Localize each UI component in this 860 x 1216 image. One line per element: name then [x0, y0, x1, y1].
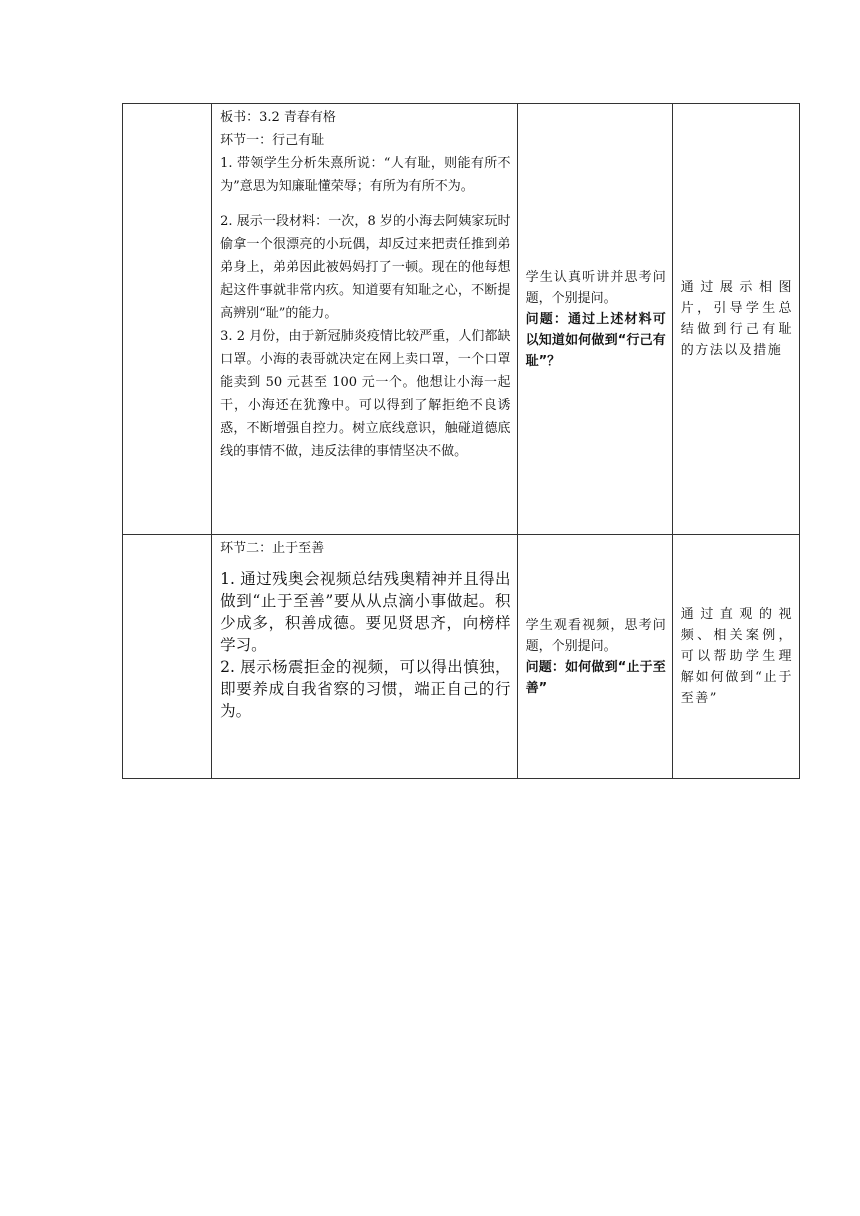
student-activity-text: 学生观看视频，思考问题，个别提问。 [525, 617, 666, 654]
teaching-content-cell [212, 104, 517, 535]
table-row [123, 104, 800, 535]
design-intent-text: 通过直观的视频、相关案例，可以帮助学生理解如何做到“止于至善” [680, 607, 793, 706]
content-item: 3. 2 月份，由于新冠肺炎疫情比较严重，人们都缺口罩。小海的表哥就决定在网上卖口罩，一个口罩能卖到 50 元甚至 100 元一个。他想让小海一起干，小海还在犹豫中。可以得到了解拒绝不良诱惑，不断增强自控力。树立底线意识，触碰道德底线的事情不做，违反法律的事情坚决不做。 [220, 329, 511, 459]
table-row [123, 535, 800, 779]
student-activity-cell [517, 104, 672, 535]
board-writing-line: 板书：3.2 青春有格 [220, 110, 336, 125]
student-activity-cell [517, 535, 672, 779]
teaching-content-cell [212, 535, 517, 779]
content-item: 2. 展示杨震拒金的视频，可以得出慎独，即要养成自我省察的习惯，端正自己的行为。 [220, 658, 511, 720]
design-intent-cell [672, 104, 799, 535]
section-heading: 环节一：行己有耻 [220, 133, 325, 148]
content-item: 1. 通过残奥会视频总结残奥精神并且得出做到“止于至善”要从从点滴小事做起。积少成多，积善成德。要见贤思齐，向榜样学习。 [220, 570, 511, 654]
content-item: 2. 展示一段材料：一次，8 岁的小海去阿姨家玩时偷拿一个很漂亮的小玩偶，却反过来把责任推到弟弟身上，弟弟因此被妈妈打了一顿。现在的他每想起这件事就非常内疚。知道要有知耻之心，不断提高辨别“耻”的能力。 [220, 214, 511, 321]
design-intent-cell [672, 535, 799, 779]
design-intent-text: 通过展示相图片，引导学生总结做到行己有耻的方法以及措施 [680, 280, 793, 358]
stage-cell [123, 535, 212, 779]
section-heading: 环节二：止于至善 [220, 541, 325, 556]
lesson-plan-table [122, 103, 800, 779]
student-activity-text: 学生认真听讲并思考问题，个别提问。 [525, 269, 666, 306]
question-text: 问题：通过上述材料可以知道如何做到“行己有耻”？ [525, 311, 666, 369]
content-item: 1. 带领学生分析朱熹所说：“人有耻，则能有所不为”意思为知廉耻懂荣辱；有所为有所不为。 [220, 156, 511, 194]
stage-cell [123, 104, 212, 535]
question-text: 问题：如何做到“止于至善” [525, 659, 666, 696]
